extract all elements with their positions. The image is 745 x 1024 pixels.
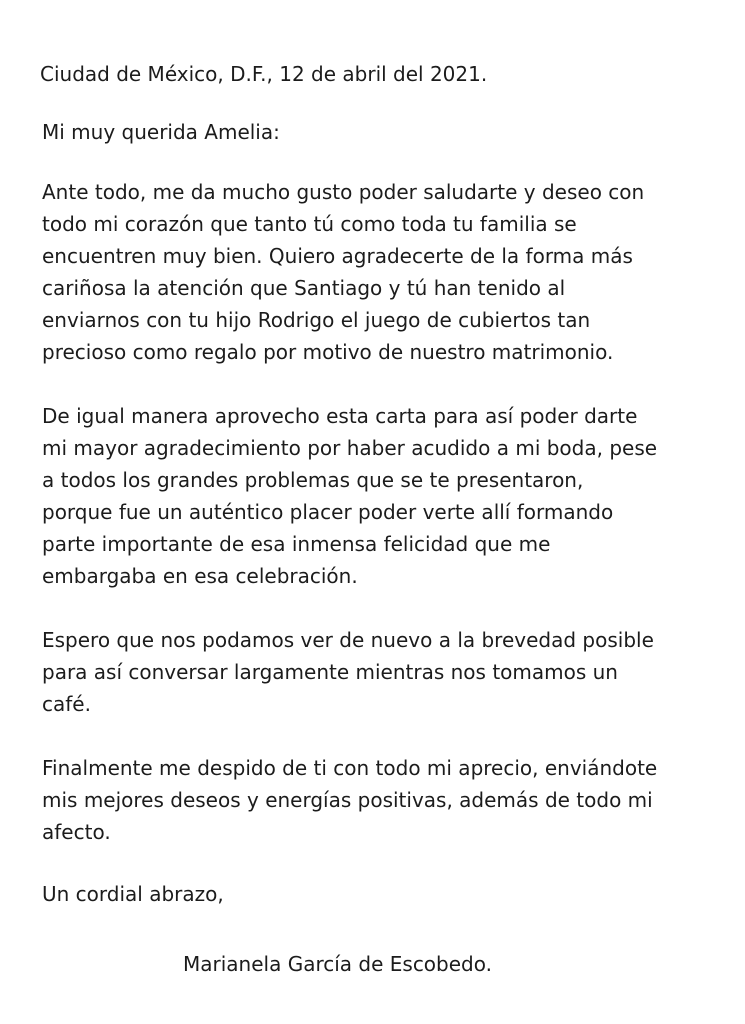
paragraph-line: Ante todo, me da mucho gusto poder saludarte y deseo con: [42, 180, 645, 204]
paragraph-line: afecto.: [42, 820, 111, 844]
paragraph-line: encuentren muy bien. Quiero agradecerte de la forma más: [42, 244, 633, 268]
paragraph-line: Finalmente me despido de ti con todo mi aprecio, enviándote: [42, 756, 658, 780]
paragraph-line: parte importante de esa inmensa felicidad que me: [42, 532, 551, 556]
paragraph-line: para así conversar largamente mientras nos tomamos un: [42, 660, 618, 684]
paragraph-gratitude-attendance: [42, 400, 702, 592]
date-line: Ciudad de México, D.F., 12 de abril del 2021.: [40, 62, 488, 86]
paragraph-line: Espero que nos podamos ver de nuevo a la brevedad posible: [42, 628, 654, 652]
paragraph-line: mi mayor agradecimiento por haber acudido a mi boda, pese: [42, 436, 658, 460]
paragraph-line: porque fue un auténtico placer poder verte allí formando: [42, 500, 614, 524]
paragraph-line: precioso como regalo por motivo de nuestro matrimonio.: [42, 340, 614, 364]
paragraph-line: cariñosa la atención que Santiago y tú han tenido al: [42, 276, 566, 300]
paragraph-line: enviarnos con tu hijo Rodrigo el juego de cubiertos tan: [42, 308, 591, 332]
closing: Un cordial abrazo,: [42, 882, 224, 906]
paragraph-line: embargaba en esa celebración.: [42, 564, 358, 588]
salutation: Mi muy querida Amelia:: [42, 120, 280, 144]
paragraph-gratitude-gift: [42, 176, 702, 368]
paragraph-farewell: [42, 752, 702, 848]
paragraph-line: a todos los grandes problemas que se te presentaron,: [42, 468, 584, 492]
paragraph-line: todo mi corazón que tanto tú como toda tu familia se: [42, 212, 577, 236]
paragraph-line: café.: [42, 692, 91, 716]
paragraph-hope-meet: [42, 624, 702, 720]
paragraph-line: De igual manera aprovecho esta carta para así poder darte: [42, 404, 638, 428]
signature: Marianela García de Escobedo.: [183, 952, 492, 976]
paragraph-line: mis mejores deseos y energías positivas, además de todo mi: [42, 788, 653, 812]
